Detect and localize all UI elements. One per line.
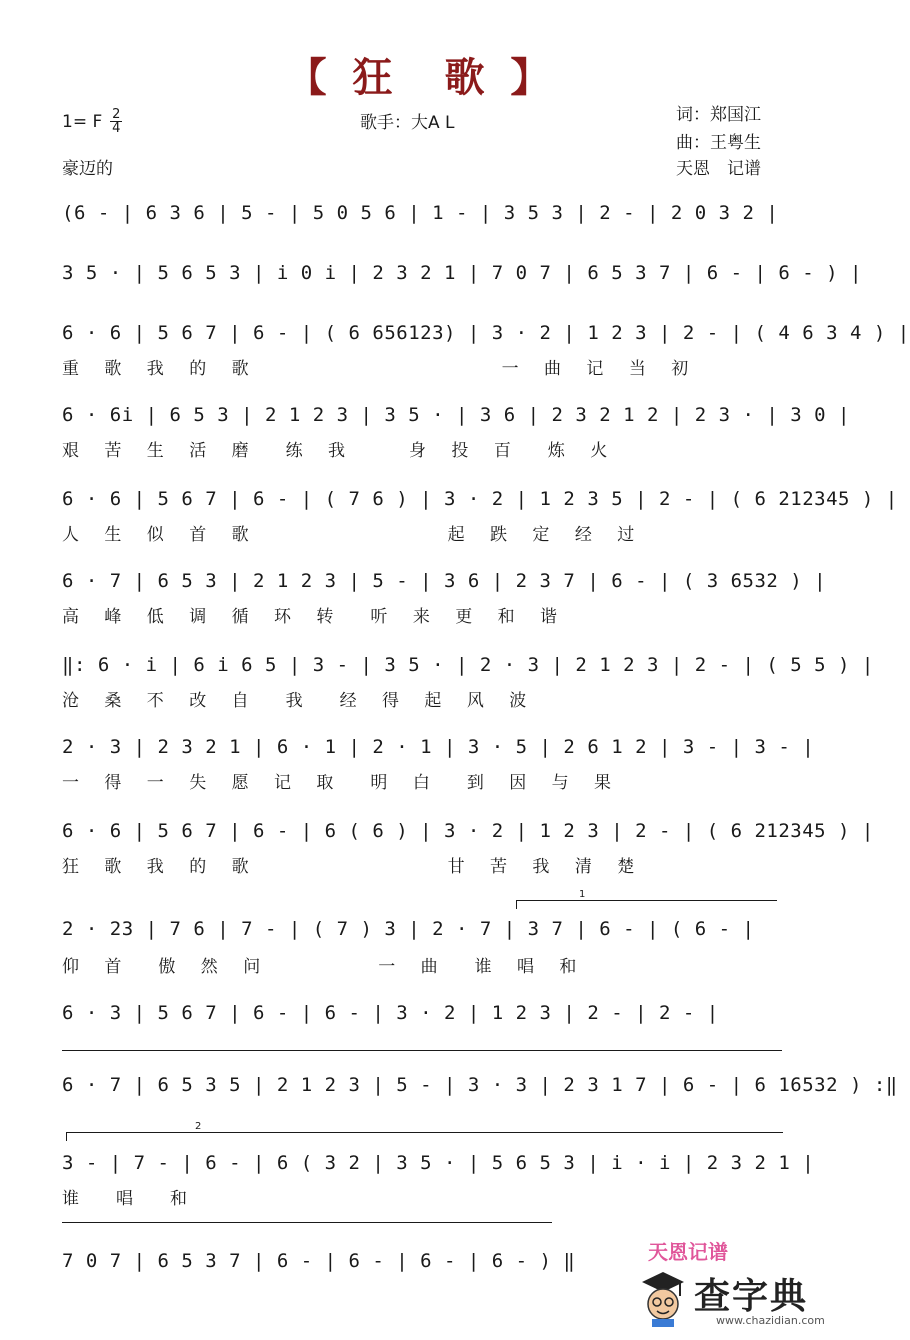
notation-row: 2 · 3 | 2 3 2 1 | 6 · 1 | 2 · 1 | 3 · 5 | 2 6 1 2 | 3 - | 3 - |: [62, 736, 815, 758]
notation-row: 7 0 7 | 6 5 3 7 | 6 - | 6 - | 6 - | 6 - ) ‖: [62, 1250, 576, 1272]
lyric-row: 仰 首 傲 然 问 一 曲 谁 唱 和: [62, 957, 587, 977]
lyric-row: 谁 唱 和: [62, 1189, 197, 1209]
site-logo[interactable]: 查字典: [694, 1276, 809, 1317]
time-signature: [110, 108, 122, 135]
notation-row: 3 5 · | 5 6 5 3 | i 0 i | 2 3 2 1 | 7 0 7 | 6 5 3 7 | 6 - | 6 - ) |: [62, 262, 862, 284]
site-url[interactable]: www.chazidian.com: [716, 1314, 825, 1327]
volta-number-2: 2: [195, 1121, 202, 1132]
transcriber: 天恩 记谱: [676, 159, 761, 179]
lyric-row: 艰 苦 生 活 磨 练 我 身 投 百 炼 火: [62, 441, 618, 461]
notation-row: 6 · 6i | 6 5 3 | 2 1 2 3 | 3 5 · | 3 6 | 2 3 2 1 2 | 2 3 · | 3 0 |: [62, 404, 850, 426]
notation-row: 6 · 3 | 5 6 7 | 6 - | 6 - | 3 · 2 | 1 2 3 | 2 - | 2 - |: [62, 1002, 719, 1024]
mascot-graduate-icon: [638, 1266, 688, 1328]
lyric-row: 重 歌 我 的 歌 一 曲 记 当 初: [62, 359, 699, 379]
volta-bracket-1: [516, 889, 777, 909]
lyric-row: 一 得 一 失 愿 记 取 明 白 到 因 与 果: [62, 773, 622, 793]
notation-row: 6 · 6 | 5 6 7 | 6 - | 6 ( 6 ) | 3 · 2 | 1 2 3 | 2 - | ( 6 212345 ) |: [62, 820, 874, 842]
key-label: 1= F: [62, 111, 103, 132]
singer: 歌手：大A L: [360, 113, 455, 133]
composer: 曲：王粤生: [676, 133, 761, 153]
transcriber-stamp: 天恩记谱: [648, 1240, 728, 1264]
notation-row: 2 · 23 | 7 6 | 7 - | ( 7 ) 3 | 2 · 7 | 3 7 | 6 - | ( 6 - |: [62, 918, 755, 940]
notation-row: 6 · 7 | 6 5 3 | 2 1 2 3 | 5 - | 3 6 | 2 3 7 | 6 - | ( 3 6532 ) |: [62, 570, 827, 592]
time-bottom: 4: [112, 121, 121, 136]
volta-bracket-2: [66, 1121, 783, 1141]
notation-row: ‖: 6 · i | 6 i 6 5 | 3 - | 3 5 · | 2 · 3 | 2 1 2 3 | 2 - | ( 5 5 ) |: [62, 654, 874, 676]
volta-continuation-line: [62, 1222, 552, 1223]
lyric-row: 高 峰 低 调 循 环 转 听 来 更 和 谐: [62, 607, 568, 627]
notation-row: (6 - | 6 3 6 | 5 - | 5 0 5 6 | 1 - | 3 5 3 | 2 - | 2 0 3 2 |: [62, 202, 779, 224]
time-top: 2: [112, 107, 121, 122]
page-title: 【 狂 歌 】: [286, 55, 557, 101]
volta-number-1: 1: [579, 889, 586, 900]
key-signature: [62, 108, 122, 135]
lyric-row: 人 生 似 首 歌 起 跌 定 经 过: [62, 525, 645, 545]
notation-row: 3 - | 7 - | 6 - | 6 ( 3 2 | 3 5 · | 5 6 5 3 | i · i | 2 3 2 1 |: [62, 1152, 815, 1174]
volta-continuation-line: [62, 1050, 782, 1051]
mood-marking: 豪迈的: [62, 159, 113, 179]
lyricist: 词：郑国江: [676, 105, 761, 125]
notation-row: 6 · 6 | 5 6 7 | 6 - | ( 7 6 ) | 3 · 2 | 1 2 3 5 | 2 - | ( 6 212345 ) |: [62, 488, 898, 510]
lyric-row: 狂 歌 我 的 歌 甘 苦 我 清 楚: [62, 857, 645, 877]
notation-row: 6 · 7 | 6 5 3 5 | 2 1 2 3 | 5 - | 3 · 3 | 2 3 1 7 | 6 - | 6 16532 ) :‖: [62, 1074, 898, 1096]
lyric-row: 沧 桑 不 改 自 我 经 得 起 风 波: [62, 691, 537, 711]
notation-row: 6 · 6 | 5 6 7 | 6 - | ( 6 656123) | 3 · 2 | 1 2 3 | 2 - | ( 4 6 3 4 ) |: [62, 322, 910, 344]
